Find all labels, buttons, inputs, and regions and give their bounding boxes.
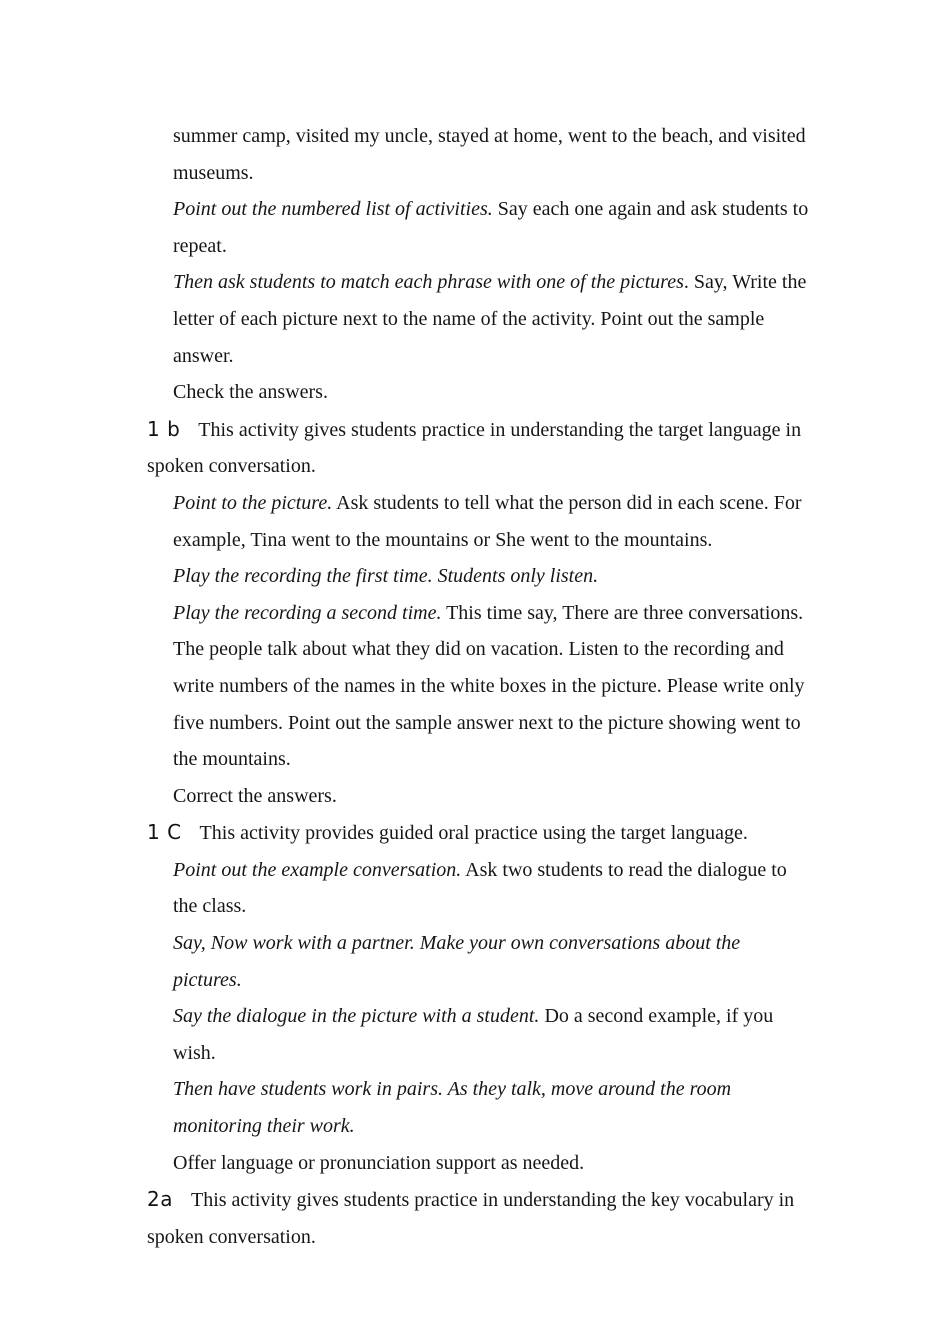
activity-label: 1 b — [147, 416, 181, 441]
text-run: Point to the picture. — [173, 491, 333, 514]
text-run: Then have students work in pairs. As they talk, move around the room monitoring their work. — [173, 1078, 732, 1138]
paragraph — [147, 558, 812, 595]
paragraph — [147, 595, 812, 778]
text-run: Do a second example, if you wish. — [173, 1005, 774, 1064]
text-run: Say the dialogue in the picture with a student. — [173, 1005, 540, 1028]
paragraph — [147, 374, 812, 411]
text-run: This time say, There are three conversations. The people talk about what they did on vacation. Listen to the recording and write numbers of the names in the white boxes in the picture. Please write only five numbers. Point out the sample answer next to the picture showing went to the mountains. — [173, 601, 805, 771]
text-run: Then ask students to match each phrase with one of the pictures — [173, 271, 684, 294]
text-run: Correct the answers. — [173, 784, 337, 807]
paragraph — [147, 411, 812, 485]
text-run: This activity gives students practice in understanding the target language in spoken conversation. — [147, 418, 802, 478]
text-run: Play the recording the first time. Students only listen. — [173, 565, 599, 588]
paragraph — [147, 778, 812, 815]
text-run: This activity provides guided oral practice using the target language. — [199, 822, 748, 845]
paragraph — [147, 1071, 812, 1144]
paragraph — [147, 118, 812, 191]
paragraph — [147, 925, 812, 998]
activity-label: 2a — [147, 1187, 173, 1212]
text-run: Say, Now work with a partner. Make your own conversations about the pictures. — [173, 932, 741, 991]
paragraph — [147, 191, 812, 264]
paragraph — [147, 1181, 812, 1255]
text-run: summer camp, visited my uncle, stayed at home, went to the beach, and visited museums. — [173, 125, 806, 184]
paragraph — [147, 814, 812, 852]
text-run: Offer language or pronunciation support as needed. — [173, 1151, 585, 1174]
text-run: Ask two students to read the dialogue to the class. — [173, 858, 787, 918]
text-run: This activity gives students practice in understanding the key vocabulary in spoken conversation. — [147, 1189, 795, 1248]
text-run: Point out the example conversation. — [173, 858, 462, 881]
paragraph — [147, 998, 812, 1071]
text-run: Play the recording a second time. — [173, 601, 442, 624]
paragraph — [147, 485, 812, 558]
activity-label: 1 C — [147, 820, 182, 845]
text-run: Say each one again and ask students to repeat. — [173, 198, 809, 257]
text-run: Check the answers. — [173, 381, 328, 404]
text-run: Ask students to tell what the person did in each scene. For example, Tina went to the mountains or She went to the mountains. — [173, 491, 802, 551]
paragraph — [147, 1145, 812, 1182]
text-run: Point out the numbered list of activities. — [173, 198, 493, 221]
text-run: . Say, Write the letter of each picture next to the name of the activity. Point out the sample answer. — [173, 271, 807, 367]
paragraph — [147, 852, 812, 925]
paragraph — [147, 264, 812, 374]
